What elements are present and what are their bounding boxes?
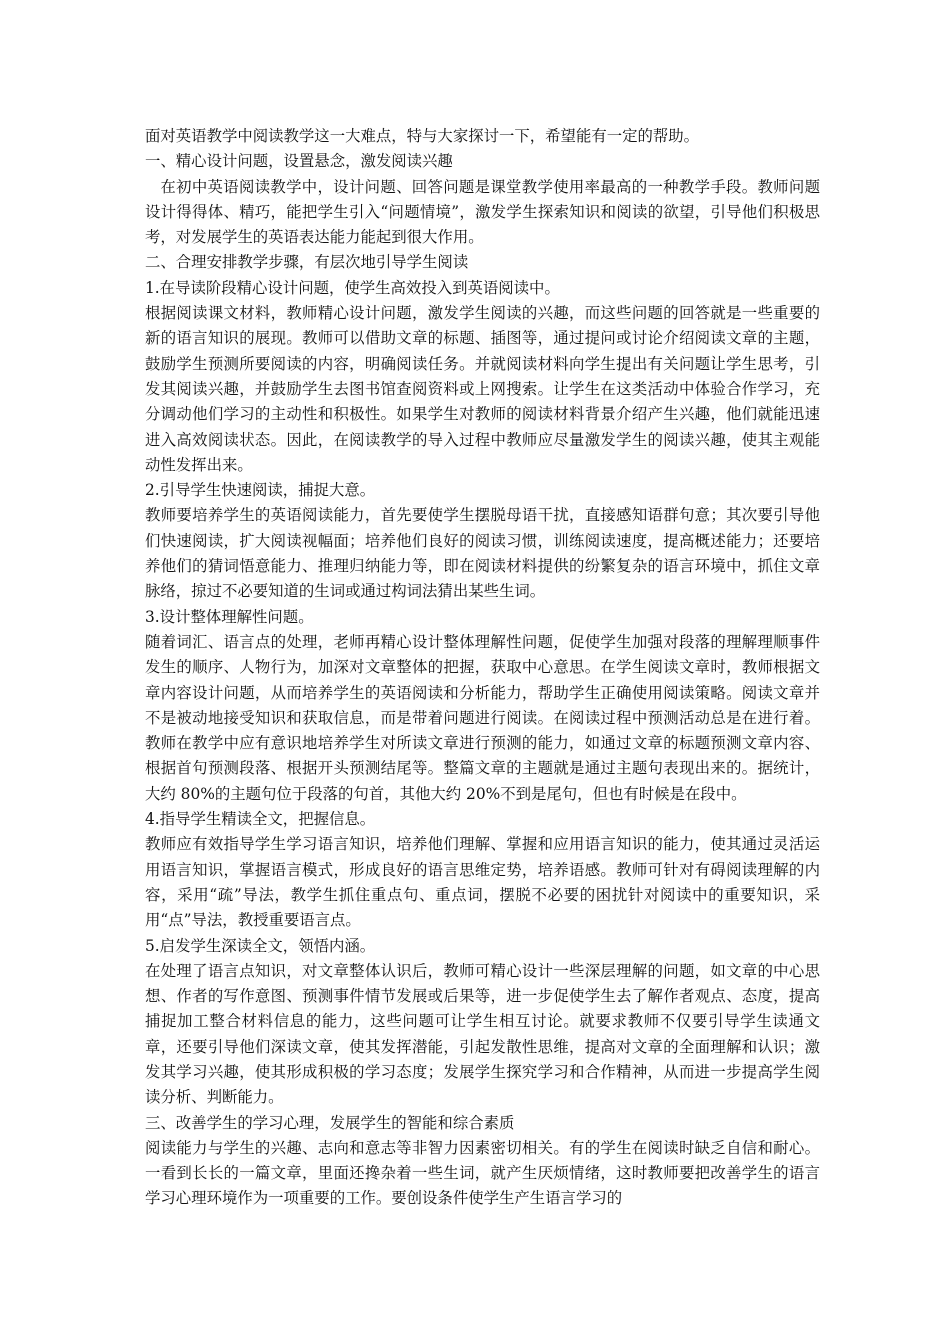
paragraph: 阅读能力与学生的兴趣、志向和意志等非智力因素密切相关。有的学生在阅读时缺乏自信和耐心。一看到长长的一篇文章，里面还搀杂着一些生词，就产生厌烦情绪，这时教师要把改善学生的语言学习心理环境作为一项重要的工作。要创设条件使学生产生语言学习的: [145, 1138, 820, 1208]
section-heading-2: 二、合理安排教学步骤，有层次地引导学生阅读: [145, 253, 469, 272]
subheading-5: 5.启发学生深读全文，领悟内涵。: [145, 936, 376, 955]
subheading-3: 3.设计整体理解性问题。: [145, 607, 314, 626]
paragraph: 教师应有效指导学生学习语言知识，培养他们理解、掌握和应用语言知识的能力，使其通过灵活运用语言知识，掌握语言模式，形成良好的语言思维定势，培养语感。教师可针对有碍阅读理解的内容，采用“疏”导法，教学生抓住重点句、重点词，摆脱不必要的困扰针对阅读中的重要知识，采用“点”导法，教授重要语言点。: [145, 835, 820, 930]
paragraph: 教师要培养学生的英语阅读能力，首先要使学生摆脱母语干扰，直接感知语群句意；其次要引导他们快速阅读，扩大阅读视幅面；培养他们良好的阅读习惯，训练阅读速度，提高概述能力；还要培养他们的猜词悟意能力、推理归纳能力等，即在阅读材料提供的纷繁复杂的语言环境中，抓住文章脉络，掠过不必要知道的生词或通过构词法猜出某些生词。: [145, 506, 820, 601]
paragraph-intro: 面对英语教学中阅读教学这一大难点，特与大家探讨一下，希望能有一定的帮助。: [145, 127, 700, 145]
paragraph: 在处理了语言点知识，对文章整体认识后，教师可精心设计一些深层理解的问题，如文章的中心思想、作者的写作意图、预测事件情节发展或后果等，进一步促使学生去了解作者观点、态度，提高捕捉加工整合材料信息的能力，这些问题可让学生相互讨论。就要求教师不仅要引导学生读通文章，还要引导他们深读文章，使其发挥潜能，引起发散性思维，提高对文章的全面理解和认识；激发其学习兴趣，使其形成积极的学习态度；发展学生探究学习和合作精神，从而进一步提高学生阅读分析、判断能力。: [145, 961, 820, 1107]
paragraph: 根据阅读课文材料，教师精心设计问题，激发学生阅读的兴趣，而这些问题的回答就是一些重要的新的语言知识的展现。教师可以借助文章的标题、插图等，通过提问或讨论介绍阅读文章的主题，鼓励学生预测所要阅读的内容，明确阅读任务。并就阅读材料向学生提出有关问题让学生思考，引发其阅读兴趣，并鼓励学生去图书馆查阅资料或上网搜索。让学生在这类活动中体验合作学习，充分调动他们学习的主动性和积极性。如果学生对教师的阅读材料背景介绍产生兴趣，他们就能迅速进入高效阅读状态。因此，在阅读教学的导入过程中教师应尽量激发学生的阅读兴趣，使其主观能动性发挥出来。: [145, 304, 820, 474]
section-heading-3: 三、改善学生的学习心理，发展学生的智能和综合素质: [145, 1113, 515, 1132]
paragraph: 随着词汇、语言点的处理，老师再精心设计整体理解性问题，促使学生加强对段落的理解理顺事件发生的顺序、人物行为，加深对文章整体的把握，获取中心意思。在学生阅读文章时，教师根据文章内容设计问题，从而培养学生的英语阅读和分析能力，帮助学生正确使用阅读策略。阅读文章并不是被动地接受知识和获取信息，而是带着问题进行阅读。在阅读过程中预测活动总是在进行着。教师在教学中应有意识地培养学生对所读文章进行预测的能力，如通过文章的标题预测文章内容、根据首句预测段落、根据开头预测结尾等。整篇文章的主题就是通过主题句表现出来的。据统计，大约 80%的主题句位于段落的句首，其他大约 20%不到是尾句，但也有时候是在段中。: [145, 632, 820, 803]
subheading-4: 4.指导学生精读全文，把握信息。: [145, 810, 376, 829]
subheading-2: 2.引导学生快速阅读，捕捉大意。: [145, 481, 376, 500]
paragraph: 在初中英语阅读教学中，设计问题、回答问题是课堂教学使用率最高的一种教学手段。教师问题设计得得体、精巧，能把学生引入“问题情境”，激发学生探索知识和阅读的欲望，引导他们积极思考，对发展学生的英语表达能力能起到很大作用。: [145, 177, 820, 247]
section-heading-1: 一、精心设计问题，设置悬念，激发阅读兴趣: [145, 152, 453, 171]
subheading-1: 1.在导读阶段精心设计问题，使学生高效投入到英语阅读中。: [145, 278, 560, 297]
document-body: [145, 124, 820, 1212]
